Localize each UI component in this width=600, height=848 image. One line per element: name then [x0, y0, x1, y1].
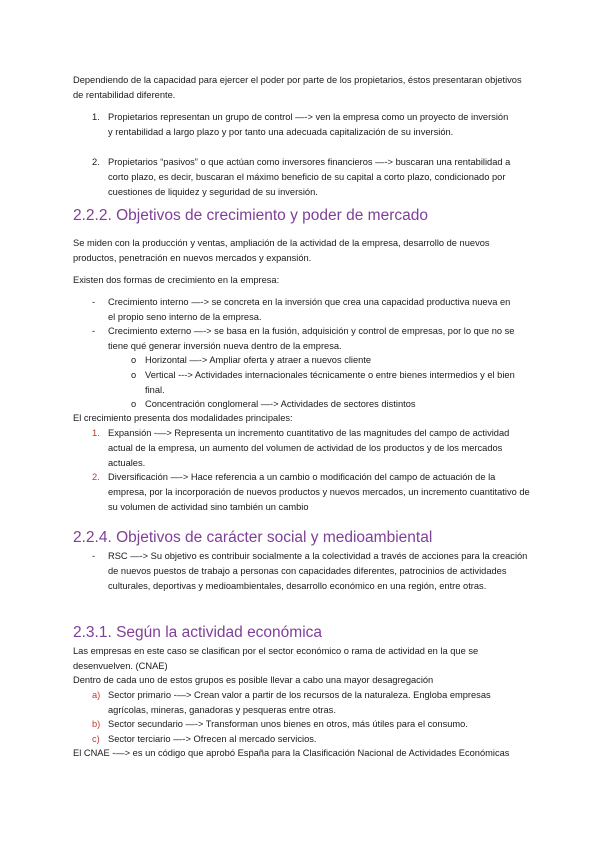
sector-tertiary: Sector terciario —-> Ofrecen al mercado servicios. — [108, 734, 317, 744]
s231-paragraph: Las empresas en este caso se clasifican por el sector económico o rama de actividad en la que se desenvuelven. (CNAE) — [73, 646, 479, 671]
bullet-external-growth: Crecimiento externo —-> se basa en la fusión, adquisición y control de empresas, por lo que no se tiene qué generar inversión nueva dentro de la empresa. — [108, 326, 515, 351]
modalities-intro: El crecimiento presenta dos modalidades principales: — [73, 413, 293, 423]
bullet-internal-growth: Crecimiento interno —-> se concreta en la inversión que crea una capacidad productiva nueva en el propio seno interno de la empresa. — [108, 297, 511, 322]
list-letter: a) — [92, 690, 101, 700]
sub-item-vertical: Vertical ---> Actividades internacionales técnicamente o entre bienes intermedios y el bien final. — [145, 370, 515, 395]
owner-item-control: Propietarios representan un grupo de control —-> ven la empresa como un proyecto de inversión y rentabilidad a largo plazo y por tanto una adecuada capitalización de su inversión. — [108, 112, 509, 137]
list-number: 1. — [92, 112, 100, 122]
list-number: 2. — [92, 157, 100, 167]
sub-bullet-marker: o — [131, 355, 137, 365]
list-letter: b) — [92, 719, 101, 729]
sub-bullet-marker: o — [131, 370, 137, 380]
list-number: 2. — [92, 472, 100, 482]
intro-paragraph: Dependiendo de la capacidad para ejercer el poder por parte de los propietarios, éstos presentaran objetivos de rentabilidad diferente. — [73, 75, 522, 100]
sub-item-horizontal: Horizontal —-> Ampliar oferta y atraer a nuevos cliente — [145, 355, 372, 365]
bullet-dash: - — [92, 326, 96, 336]
list-letter: c) — [92, 734, 100, 744]
sub-bullet-marker: o — [131, 399, 137, 409]
heading-2-2-2: 2.2.2. Objetivos de crecimiento y poder de mercado — [73, 207, 428, 224]
s222-forms-intro: Existen dos formas de crecimiento en la empresa: — [73, 275, 280, 285]
sector-primary: Sector primario -—> Crean valor a partir de los recursos de la naturaleza. Engloba empresas agrícolas, mineras, ganadoras y pesqueras entre otras. — [108, 690, 491, 715]
s222-paragraph: Se miden con la producción y ventas, ampliación de la actividad de la empresa, desarrollo de nuevos productos, penetración en nuevos mercados y expansión. — [73, 238, 490, 263]
bullet-dash: - — [92, 551, 96, 561]
cnae-definition: El CNAE -—> es un código que aprobó España para la Clasificación Nacional de Actividades Económicas — [73, 748, 510, 758]
s231-groups-intro: Dentro de cada uno de estos grupos es posible llevar a cabo una mayor desagregación — [73, 675, 434, 685]
modality-expansion: Expansión -—> Representa un incremento cuantitativo de las magnitudes del campo de actividad actual de la empresa, un aumento del volumen de actividad de los productos y de los mercados actuales. — [108, 428, 510, 468]
modality-diversification: Diversificación —-> Hace referencia a un cambio o modificación del campo de actuación de la empresa, por la incorporación de nuevos productos y nuevos mercados, un incremento cuantitativo de su volumen de actividad sino también un cambio — [108, 472, 530, 512]
bullet-dash: - — [92, 297, 96, 307]
sub-item-conglomerate: Concentración conglomeral —-> Actividades de sectores distintos — [145, 399, 416, 409]
owner-item-passive: Propietarios “pasivos” o que actúan como inversores financieros —-> buscaran una rentabilidad a corto plazo, es decir, buscaran el máximo beneficio de su capital a corto plazo, condicionado por cuestiones de liquidez y seguridad de su inversión. — [108, 157, 511, 197]
bullet-rsc: RSC —-> Su objetivo es contribuir socialmente a la colectividad a través de acciones para la creación de nuevos puestos de trabajo a personas con capacidades diferentes, patrocinios de actividades culturales, deportivas y medioambientales, desarrollo económico en una región, entre otras. — [108, 551, 528, 591]
list-number: 1. — [92, 428, 100, 438]
heading-2-2-4: 2.2.4. Objetivos de carácter social y medioambiental — [73, 529, 433, 546]
sector-secondary: Sector secundario —-> Transforman unos bienes en otros, más útiles para el consumo. — [108, 719, 468, 729]
heading-2-3-1: 2.3.1. Según la actividad económica — [73, 624, 323, 641]
